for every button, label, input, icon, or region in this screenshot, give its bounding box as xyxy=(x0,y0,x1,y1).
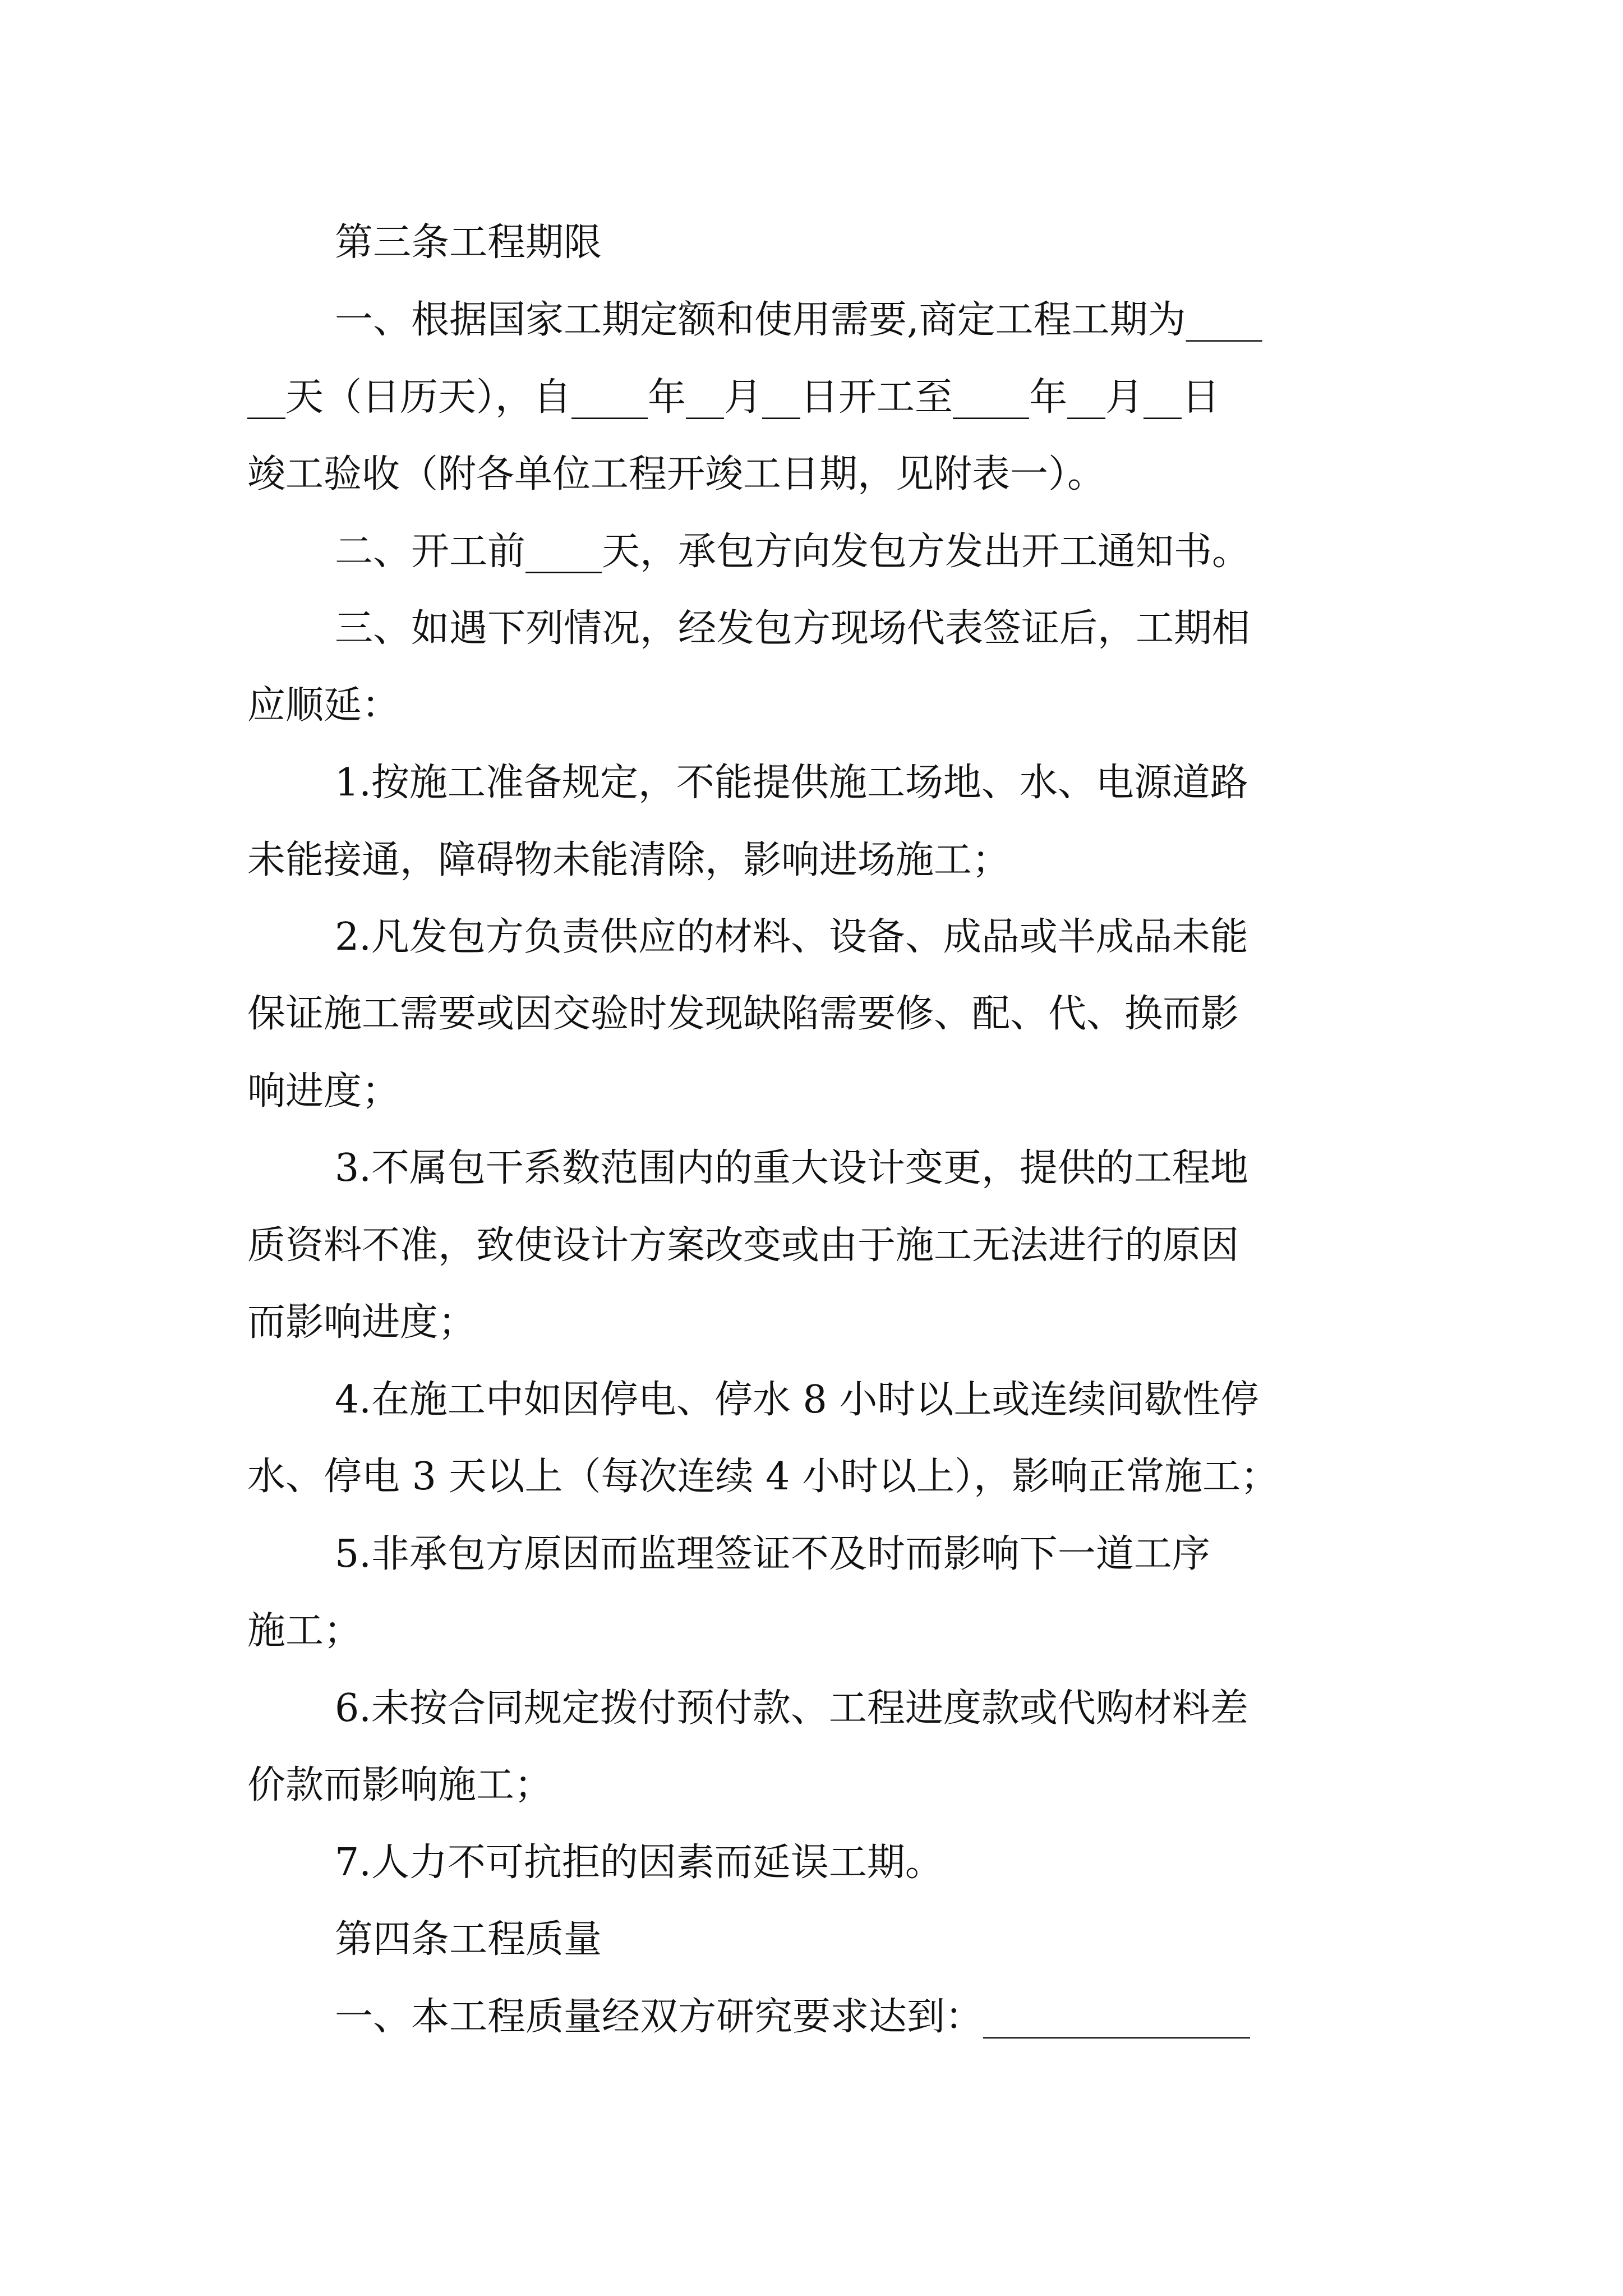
list-item-line: 响进度； xyxy=(247,1069,400,1114)
list-item-line: 未能接通，障碍物未能清除，影响进场施工； xyxy=(247,838,1011,882)
list-item-line: 1.按施工准备规定，不能提供施工场地、水、电源道路 xyxy=(335,761,1248,805)
list-item-line: 水、停电 3 天以上（每次连续 4 小时以上），影响正常施工； xyxy=(247,1455,1279,1499)
list-item-line: 2.凡发包方负责供应的材料、设备、成品或半成品未能 xyxy=(335,915,1248,959)
paragraph-line: 应顺延： xyxy=(247,683,400,728)
list-item-line: 6.未按合同规定拨付预付款、工程进度款或代购材料差 xyxy=(335,1686,1248,1731)
list-item-line: 而影响进度； xyxy=(247,1300,477,1345)
list-item-line: 价款而影响施工； xyxy=(247,1763,553,1807)
article-4-heading: 第四条工程质量 xyxy=(335,1917,602,1962)
paragraph-line: 一、本工程质量经双方研究要求达到：______________ xyxy=(335,1995,1251,2039)
list-item-line: 保证施工需要或因交验时发现缺陷需要修、配、代、换而影 xyxy=(247,992,1239,1036)
article-3-heading: 第三条工程期限 xyxy=(335,220,602,265)
paragraph-line: 一、根据国家工期定额和使用需要,商定工程工期为____ xyxy=(335,298,1262,342)
list-item-line: 施工； xyxy=(247,1609,362,1653)
paragraph-line: __天（日历天），自____年__月__日开工至____年__月__日 xyxy=(247,375,1220,420)
list-item-line: 7.人力不可抗拒的因素而延误工期。 xyxy=(335,1841,943,1885)
list-item-line: 5.非承包方原因而监理签证不及时而影响下一道工序 xyxy=(335,1532,1210,1576)
paragraph-line: 竣工验收（附各单位工程开竣工日期，见附表一）。 xyxy=(247,452,1106,496)
paragraph-line: 二、开工前____天，承包方向发包方发出开工通知书。 xyxy=(335,530,1251,574)
list-item-line: 质资料不准，致使设计方案改变或由于施工无法进行的原因 xyxy=(247,1223,1239,1268)
list-item-line: 3.不属包干系数范围内的重大设计变更，提供的工程地 xyxy=(335,1146,1248,1190)
paragraph-line: 三、如遇下列情况，经发包方现场代表签证后，工期相 xyxy=(335,606,1251,651)
list-item-line: 4.在施工中如因停电、停水 8 小时以上或连续间歇性停 xyxy=(335,1378,1259,1422)
